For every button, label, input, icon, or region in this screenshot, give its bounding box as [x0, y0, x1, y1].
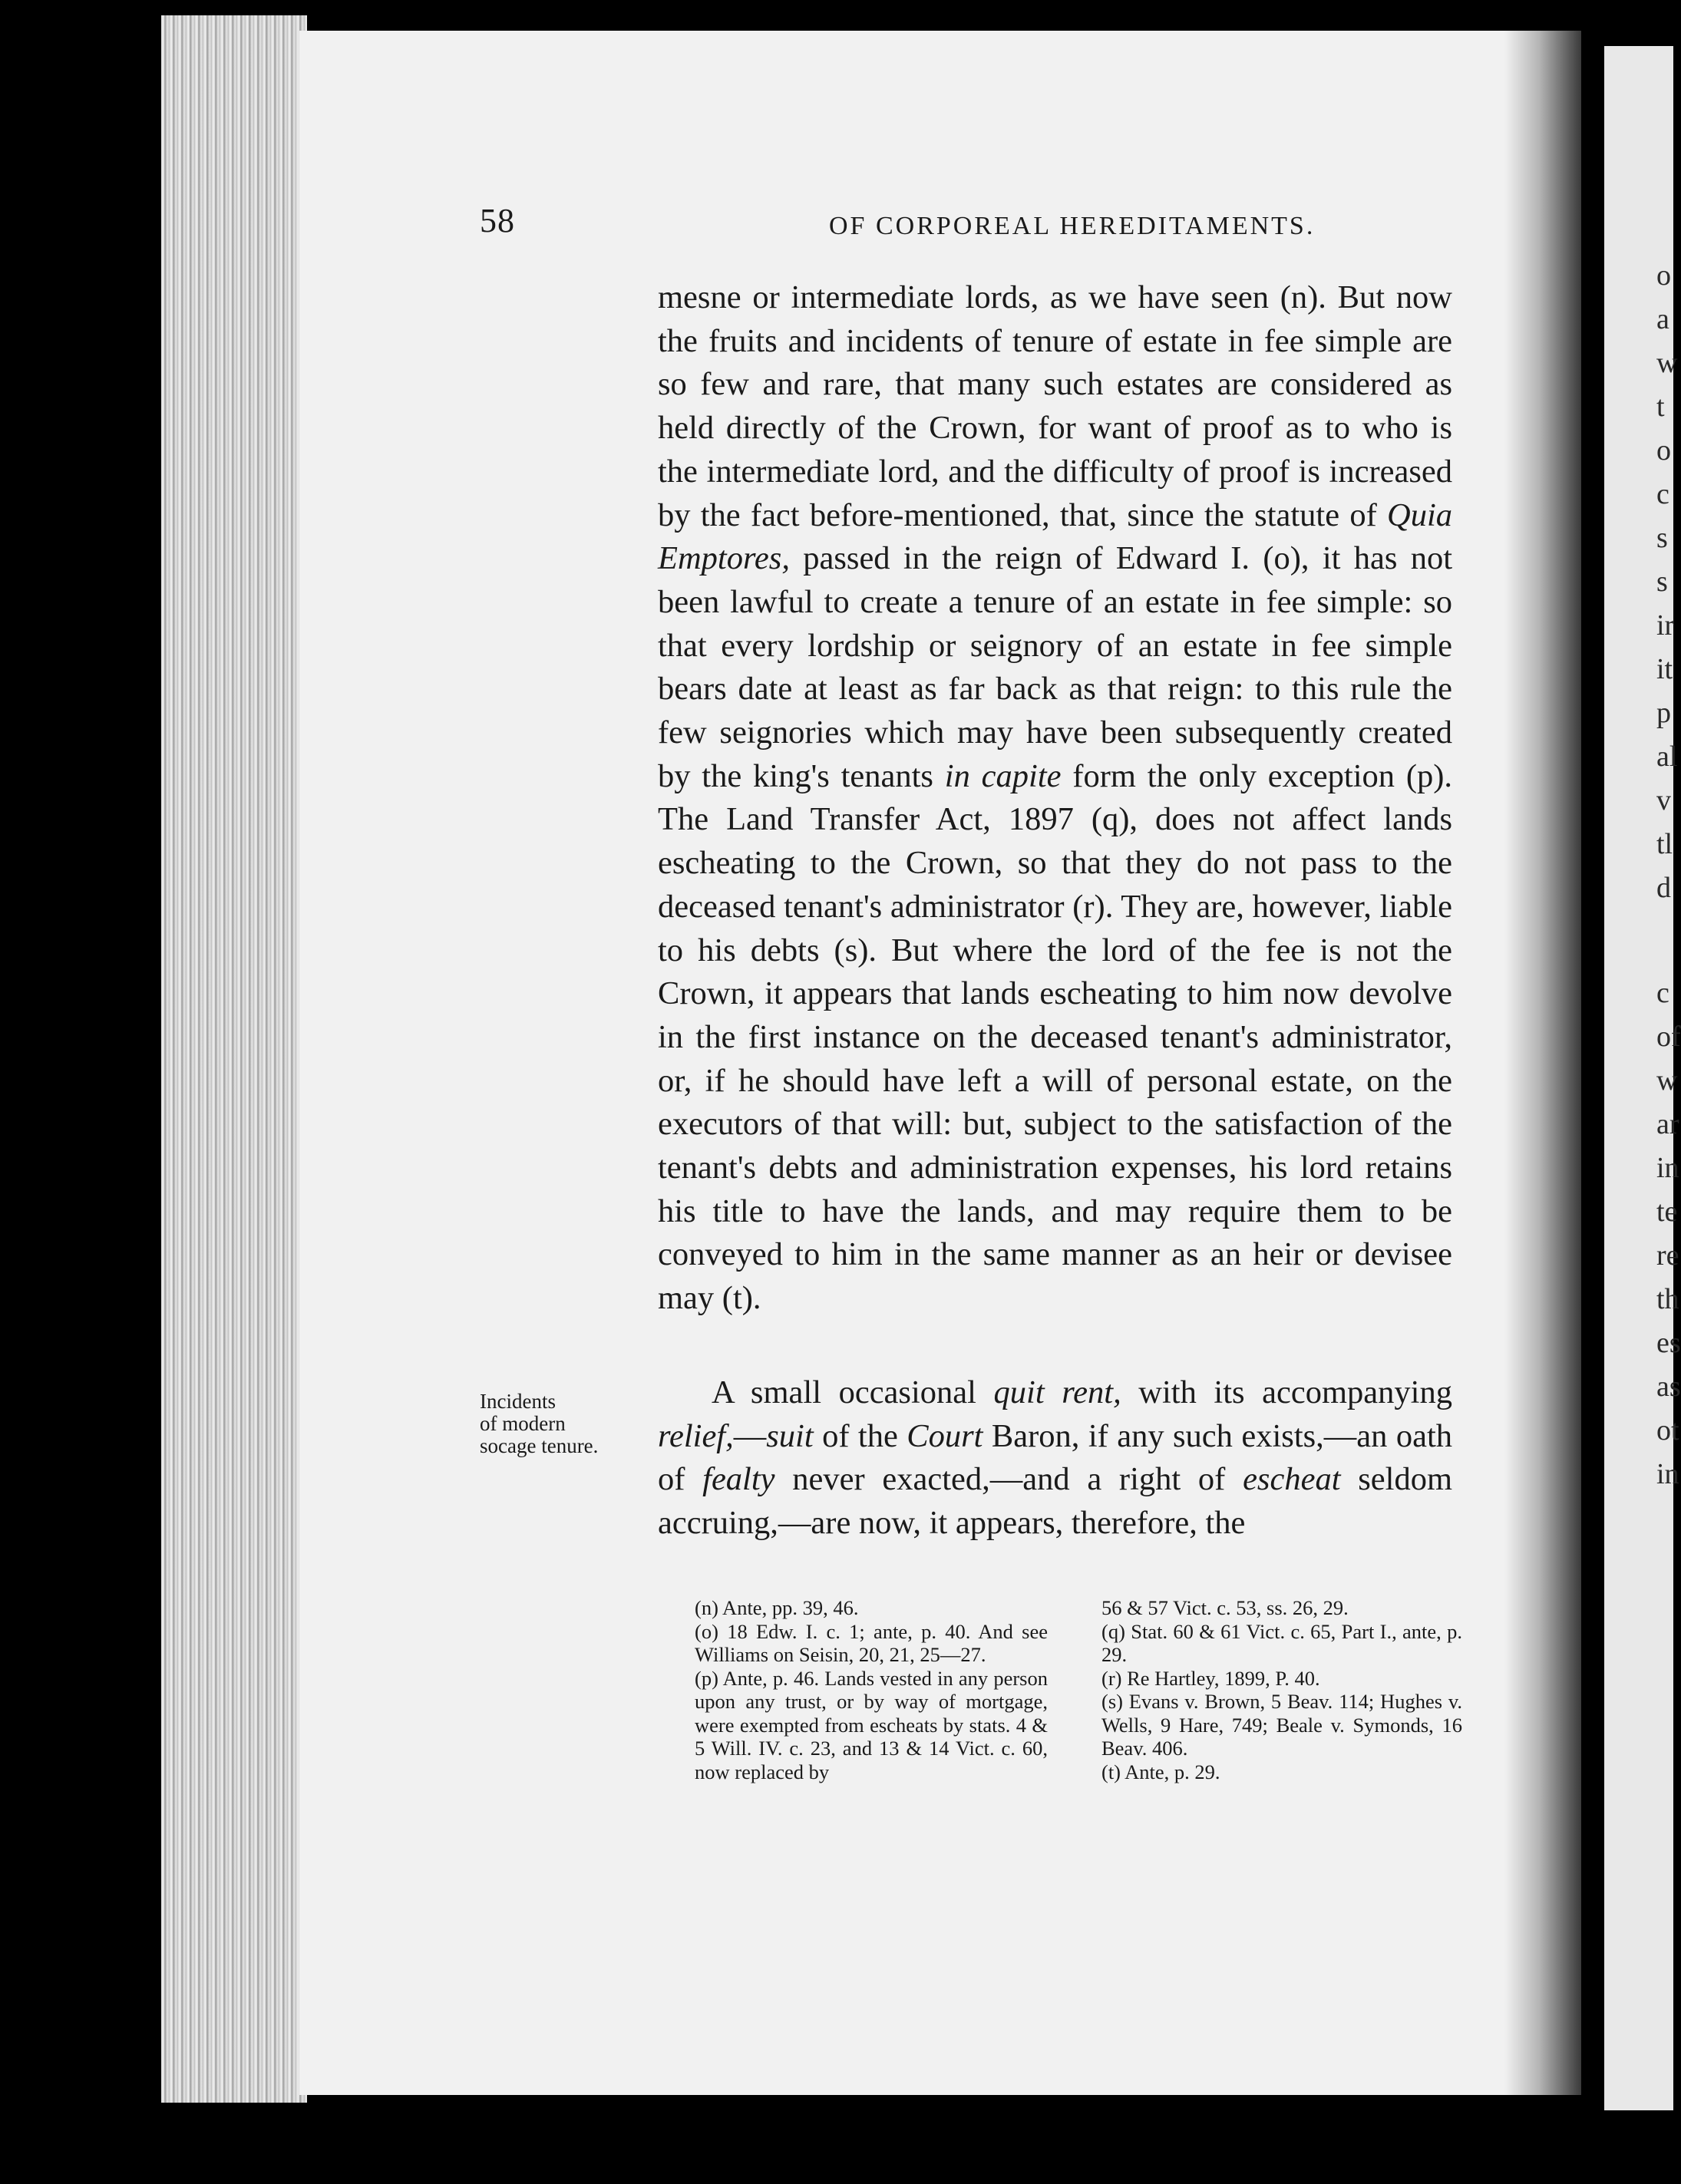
paragraph-2-text-f: never exacted,—and a right of: [774, 1461, 1243, 1498]
adjacent-page-fragment: as: [1656, 1371, 1681, 1403]
term-quit-rent: quit rent,: [993, 1374, 1121, 1410]
footnote-p: (p) Ante, p. 46. Lands vested in any person upon any trust, or by way of mortgage, were exempted from escheats by stats. 4 & 5 Will. IV. c. 23, and 13 & 14 Vict. c. 60, now replaced by: [695, 1666, 1048, 1783]
footnote-o: (o) 18 Edw. I. c. 1; ante, p. 40. And see Williams on Seisin, 20, 21, 25—27.: [695, 1619, 1048, 1666]
footnote-s: (s) Evans v. Brown, 5 Beav. 114; Hughes v. Wells, 9 Hare, 749; Beale v. Symonds, 16 Beav. 406.: [1101, 1690, 1462, 1760]
page-gutter-shadow: [1504, 31, 1581, 2095]
paragraph-1-text: mesne or intermediate lords, as we have seen (n). But now the fruits and incidents of tenure of estate in fee simple are so few and rare, that many such estates are considered as held directly of the Crown, for want of proof as to who is the intermediate lord, and the difficulty of proof is increased by the fact before-mentioned, that, since the statute of: [658, 279, 1452, 533]
paragraph-2-text-d: of the: [813, 1417, 907, 1454]
paragraph-2-text-g: seldom accruing,—are now, it appears, therefore, the: [658, 1461, 1453, 1541]
adjacent-page-fragment: es: [1656, 1327, 1681, 1359]
adjacent-page-fragment: a: [1656, 303, 1669, 335]
paragraph-2-text-e: Baron, if any such exists,—an oath of: [658, 1417, 1453, 1498]
paragraph-1-italic-statute: Quia Emptores,: [658, 497, 1452, 577]
paragraph-2: [658, 1371, 1452, 1546]
adjacent-page-fragment: in: [1656, 1458, 1679, 1490]
paragraph-1-text-end: form the only exception (p). The Land Transfer Act, 1897 (q), does not affect lands escheating to the Crown, so that they do not pass to the deceased tenant's administrator (r). They are, however, liable to his debts (s). But where the lord of the fee is not the Crown, it appears that lands escheating to him now devolve in the first instance on the deceased tenant's administrator, or, if he should have left a will of personal estate, on the executors of that will: but, subject to the satisfaction of the tenant's debts and administration expenses, his lord retains his title to have the lands, and may require them to be conveyed to him in the same manner as an heir or devisee may (t).: [658, 757, 1453, 1317]
adjacent-page-fragment: in: [1656, 1152, 1679, 1184]
adjacent-page-fragment: v: [1656, 784, 1671, 817]
adjacent-page-fragment: ir: [1656, 609, 1675, 642]
adjacent-page-fragment: re: [1656, 1239, 1679, 1272]
sidenote-line-1: Incidents: [480, 1390, 556, 1413]
term-escheat: escheat: [1243, 1461, 1341, 1498]
adjacent-page-fragment: s: [1656, 522, 1668, 554]
adjacent-page-fragment: ot: [1656, 1414, 1679, 1447]
term-suit: suit: [766, 1417, 814, 1454]
adjacent-page-fragment: te: [1656, 1196, 1678, 1228]
paragraph-2-text-a: A small occasional: [712, 1374, 994, 1410]
footnotes: [695, 1596, 1462, 1842]
paragraph-1: [658, 276, 1452, 1321]
adjacent-page-fragment: of: [1656, 1021, 1681, 1053]
sidenote-line-2: of modern: [480, 1412, 566, 1435]
adjacent-page-fragment: al: [1656, 741, 1678, 773]
adjacent-page-fragment: d: [1656, 872, 1671, 904]
adjacent-page-fragment: o: [1656, 434, 1671, 467]
adjacent-page-fragment: p: [1656, 697, 1671, 729]
adjacent-page-fragment: w: [1656, 347, 1678, 379]
margin-sidenote: [480, 1391, 656, 1457]
footnote-t: (t) Ante, p. 29.: [1101, 1760, 1220, 1783]
footnote-n: (n) Ante, pp. 39, 46.: [695, 1596, 859, 1619]
term-fealty: fealty: [702, 1461, 775, 1498]
body-text: [658, 276, 1452, 1546]
paragraph-1-italic-capite: in capite: [944, 757, 1062, 794]
adjacent-page-fragment: w: [1656, 1064, 1678, 1097]
footnotes-right-column: [1101, 1596, 1462, 1783]
adjacent-page-fragment: t: [1656, 391, 1665, 423]
page-header: [480, 201, 1455, 247]
adjacent-page-fragment: s: [1656, 566, 1668, 598]
adjacent-page-fragment: th: [1656, 1283, 1679, 1315]
adjacent-page-fragment: ar: [1656, 1108, 1679, 1140]
stacked-page-edges: [161, 15, 307, 2103]
adjacent-page-fragment: tl: [1656, 828, 1673, 860]
footnote-r: (r) Re Hartley, 1899, P. 40.: [1101, 1666, 1320, 1690]
paragraph-1-text-cont: passed in the reign of Edward I. (o), it has not been lawful to create a tenure of an estate in fee simple: so that every lordship or seignory of an estate in fee simple bears date at least as far back as that reign: to this rule the few seignories which may have been subsequently created by the king's tenants: [658, 540, 1452, 794]
adjacent-page-fragment: c: [1656, 478, 1669, 510]
adjacent-page-fragment: it: [1656, 653, 1673, 685]
footnotes-left-column: [695, 1596, 1048, 1783]
sidenote-line-3: socage tenure.: [480, 1434, 599, 1457]
running-head: OF CORPOREAL HEREDITAMENTS.: [829, 212, 1316, 240]
paragraph-2-text-b: with its accompanying: [1121, 1374, 1452, 1410]
term-relief: relief,: [658, 1417, 734, 1454]
footnote-q: (q) Stat. 60 & 61 Vict. c. 65, Part I., ante, p. 29.: [1101, 1619, 1462, 1666]
footnote-p-continued: 56 & 57 Vict. c. 53, ss. 26, 29.: [1101, 1596, 1349, 1619]
paragraph-2-dash: —: [733, 1417, 767, 1454]
page-number: 58: [480, 202, 515, 239]
adjacent-page-fragment: o: [1656, 259, 1671, 292]
term-court: Court: [907, 1417, 983, 1454]
adjacent-page-fragment: c: [1656, 977, 1669, 1009]
adjacent-page-edge: [1604, 46, 1681, 2110]
